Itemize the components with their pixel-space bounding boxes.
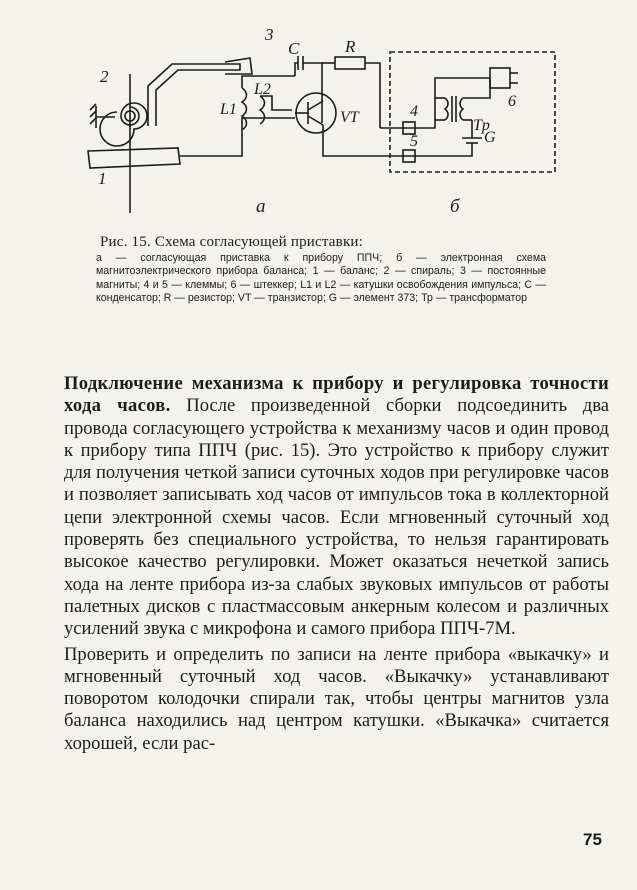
label-sub-b: б [450, 196, 460, 217]
resistor-R [335, 57, 365, 69]
figure-legend: а — согласующая приставка к прибору ППЧ; б — электронная схема магнитоэлектрического прибора баланса; 1 — баланс; 2 — спираль; 3 — постоянные магниты; 4 и 5 — клеммы; 6 — штеккер; L1 и L2 — катушки освобождения импульса; С — конденсатор; R — резистор; VT — транзистор; G — элемент 373; Тр — трансформатор [96, 252, 546, 305]
paragraph-2: Проверить и определить по записи на ленте прибора «выкачку» и мгновенный суточный ход часов. «Выкачку» устанавливают поворотом колодочки спирали так, чтобы центры магнитов узла баланса находились над центром катушки. «Выкачка» считается хорошей, если рас- [64, 643, 609, 754]
section-heading: Подключение механизма к прибору и регулировка точности хода часов. [64, 373, 609, 417]
page-number: 75 [583, 830, 602, 849]
label-2: 2 [100, 67, 109, 86]
label-C: C [288, 39, 300, 58]
label-1: 1 [98, 169, 107, 188]
body-text [64, 373, 609, 755]
label-sub-a: а [256, 196, 266, 217]
label-VT: VT [340, 109, 359, 126]
figure-caption-title: Рис. 15. Схема согласующей приставки: [100, 234, 364, 250]
plug-6 [490, 68, 510, 88]
circuit-diagram [60, 18, 560, 228]
label-4: 4 [410, 103, 418, 120]
coil-L2 [260, 96, 265, 124]
label-6: 6 [508, 93, 516, 110]
label-L1: L1 [220, 101, 237, 118]
paragraph-1 [64, 373, 609, 641]
paragraph-1-text: После произведенной сборки подсоединить два провода согласующего устройства к механизму часов и один провод к прибору типа ППЧ (рис. 15). Это устройство к прибору служит для получения четкой записи суточных ходов при регулировке часов и позволяет записывать ход часов от импульсов тока в коллекторной цепи электронной схемы часов. Если мгновенный суточный ход проверять без специального устройства, то нельзя гарантировать высокое качество регулировки. Может оказаться нечеткой запись хода на ленте прибора из-за слабых звуковых импульсов от работы палетных дисков с пластмассовым анкерным колесом и различных усилений звука с микрофона и самого прибора ППЧ-7М. [64, 395, 609, 640]
transformer-primary [445, 98, 448, 120]
label-Tp: Tp [473, 117, 490, 134]
label-5: 5 [410, 133, 418, 150]
spiral-hairspring [100, 103, 147, 146]
label-R: R [345, 37, 356, 56]
label-3: 3 [265, 25, 274, 44]
circuit-figure [60, 18, 560, 228]
label-G: G [484, 129, 496, 146]
label-L2: L2 [254, 81, 271, 98]
balance-plate [88, 148, 180, 168]
